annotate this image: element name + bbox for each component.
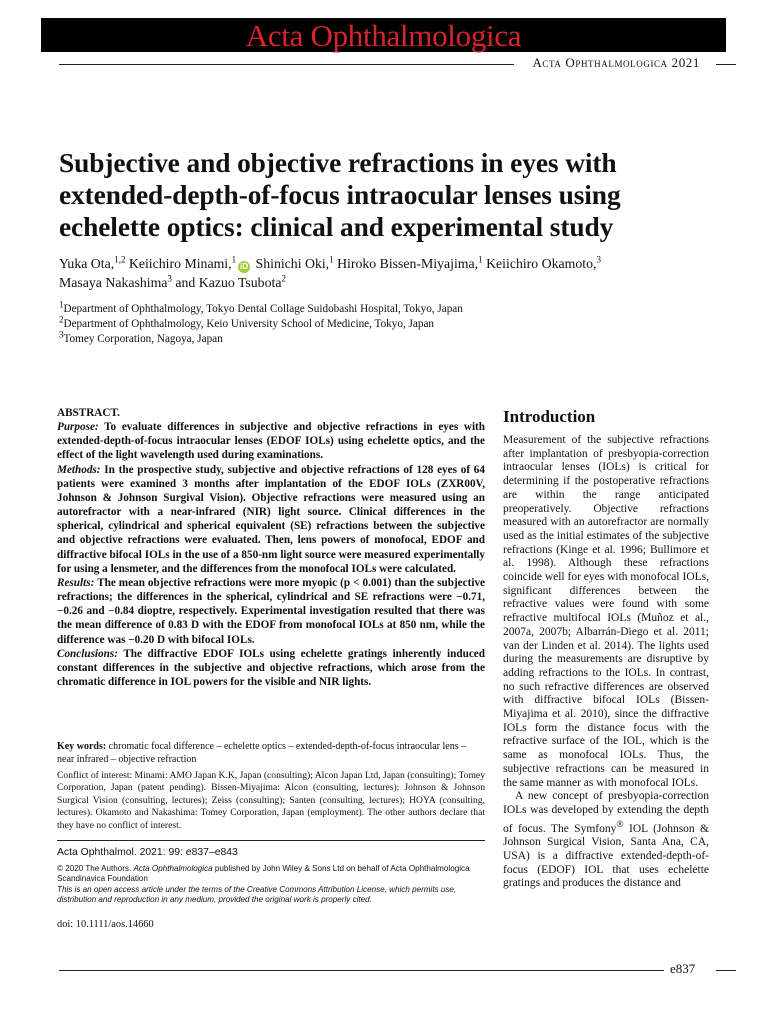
abstract-heading: ABSTRACT. — [57, 407, 120, 419]
author-affiliation-mark: 3 — [167, 273, 172, 284]
author-list — [59, 254, 709, 292]
abstract-conclusions: Conclusions: The diffractive EDOF IOLs using echelette gratings inherently induced constant differences in the subjective and objective refractions, which arose from the chromatic difference in IOL powers for the visible and NIR lights. — [57, 647, 485, 688]
author-affiliation-mark: 1,2 — [114, 254, 126, 265]
journal-logo: Acta Ophthalmologica — [245, 18, 522, 53]
author-affiliation-mark: 1 — [478, 254, 483, 265]
introduction-body — [503, 434, 709, 891]
conflict-of-interest: Conflict of interest: Minami: AMO Japan K.K, Japan (consulting); Alcon Japan Ltd, Japan (consulting); Tomey Corporation, Japan (patent pending). Bissen-Miyajima: Alcon (consulting, lectures); Johnson & Johnson Surgical Vision (consulting, lectures); Zeiss (consulting); Santen (consulting, lectures); HOYA (consulting, lectures). Okamoto and Nakashima: Tomey Corporation, Japan (employment). The other authors declare that they have no conflict of interest. — [57, 770, 485, 831]
author-name: Hiroko Bissen-Miyajima, — [337, 256, 479, 271]
affiliation-item: $^1$Department of Ophthalmology, Tokyo Dental Collage Suidobashi Hospital, Tokyo, Japan — [59, 299, 463, 315]
footer-rule — [59, 970, 664, 971]
keywords: Key words: chromatic focal difference – echelette optics – extended-depth-of-focus intraocular lens – near infrared – objective refraction — [57, 741, 467, 765]
author-name: Keiichiro Okamoto, — [486, 256, 597, 271]
affiliation-item: $^2$Department of Ophthalmology, Keio University School of Medicine, Tokyo, Japan — [59, 314, 435, 330]
footer-rule-right — [716, 970, 736, 971]
paragraph: A new concept of presbyopia-correction IOLs was developed by extending the depth of focus. The Symfony® IOL (Johnson & Johnson Surgical Vision, Santa Ana, CA, USA) is a diffractive extended-depth-of-focus (EDOF) IOL that uses echelette gratings and produces the distance and — [503, 790, 709, 890]
running-head-rule-right — [716, 64, 736, 65]
author-affiliation-mark: 3 — [596, 254, 601, 265]
paragraph: Measurement of the subjective refractions after implantation of presbyopia-correction intraocular lenses (IOLs) is critical for determining if the postoperative refractions are within the range anticipated preoperatively. Objective refractions measured with an autorefractor are normally used as the initial estimates of the subjective refractions (Kinge et al. 1996; Bullimore et al. 1998). Although these refractions coincide well for eyes with monofocal IOLs, significant differences between the refractive values were found with some refractive multifocal IOLs (Muñoz et al., 2007a, 2007b; Albarrán-Diego et al. 2011; van der Linden et al. 2014). The lights used during the measurements are disruptive by adding refractions to the IOLs. In contrast, no such refractive differences are observed with diffractive bifocal IOLs (Bissen-Miyajima et al. 2010), since the diffractive IOLs form the distance focus with the refractive surface of the IOL, which is the same as monofocal IOLs. Thus, the subjective refractions can be measured in the same manner as with monofocal IOLs. — [503, 434, 709, 789]
introduction-heading: Introduction — [503, 407, 596, 426]
author-affiliation-mark: 1 — [329, 254, 334, 265]
author-affiliation-mark: 2 — [281, 273, 286, 284]
author-affiliation-mark: 1 — [231, 254, 237, 265]
author-name: and Kazuo Tsubota — [175, 275, 282, 290]
doi-link[interactable]: doi: 10.1111/aos.14660 — [57, 919, 154, 930]
author-name: Masaya Nakashima — [59, 275, 168, 290]
affiliation-item: $^3$Tomey Corporation, Nagoya, Japan — [59, 329, 223, 345]
article-title: Subjective and objective refractions in eyes with extended-depth-of-focus intraocular lenses using echelette optics: clinical and experimental study — [59, 148, 621, 242]
abstract-purpose: Purpose: To evaluate differences in subjective and objective refractions in eyes with extended-depth-of-focus intraocular lenses (EDOF IOLs) using echelette optics, and the effect of the light wavelength used during examinations. — [57, 421, 485, 462]
abstract-results: Results: The mean objective refractions were more myopic (p < 0.001) than the subjective refractions; the differences in the spherical, cylindrical and SE refractions were −0.71, −0.26 and −0.84 dioptre, respectively. Experimental investigation resulted that there was the mean difference of 0.83 D with the EDOF from monofocal IOLs at 850 nm, while the difference was −0.20 D with bifocal IOLs. — [57, 576, 485, 646]
abstract — [57, 406, 485, 689]
page-number: e837 — [670, 961, 696, 976]
orcid-icon[interactable]: iD — [240, 262, 249, 271]
abstract-methods: Methods: In the prospective study, subjective and objective refractions of 128 eyes of 64 patients were examined 3 months after implantation of the EDOF IOLs (ZXR00V, Johnson & Johnson Surgival Vision). Objective refractions were measured using an autorefractor with a near-infrared (NIR) light source. Clinical differences in the spherical, cylindrical and spherical equivalent (SE) refractions between the subjective and objective refractions were evaluated. Then, lens powers of monofocal, EDOF and diffractive bifocal IOLs in the use of a 850-nm light source were measured experimentally for using a lensmeter, and the differences from the monofocal IOLs were calculated. — [57, 463, 485, 575]
running-head: Acta Ophthalmologica 2021 — [526, 55, 706, 71]
license-notice: © 2020 The Authors. Acta Ophthalmologica published by John Wiley & Sons Ltd on behalf of Acta Ophthalmologica Scandinavica Foundation This is an open access article under the terms of the Creative Commons Attribution License, which permits use, distribution and reproduction in any medium, provided the original work is properly cited. — [57, 864, 470, 905]
author-name: Yuka Ota, — [59, 256, 115, 271]
author-name: Keiichiro Minami, — [128, 256, 232, 271]
journal-banner — [41, 18, 726, 52]
author-name: Shinichi Oki, — [255, 256, 330, 271]
affiliation-list — [59, 299, 659, 347]
citation-rule — [57, 840, 485, 841]
running-head-rule — [59, 64, 514, 65]
citation: Acta Ophthalmol. 2021: 99: e837–e843 — [57, 847, 238, 858]
